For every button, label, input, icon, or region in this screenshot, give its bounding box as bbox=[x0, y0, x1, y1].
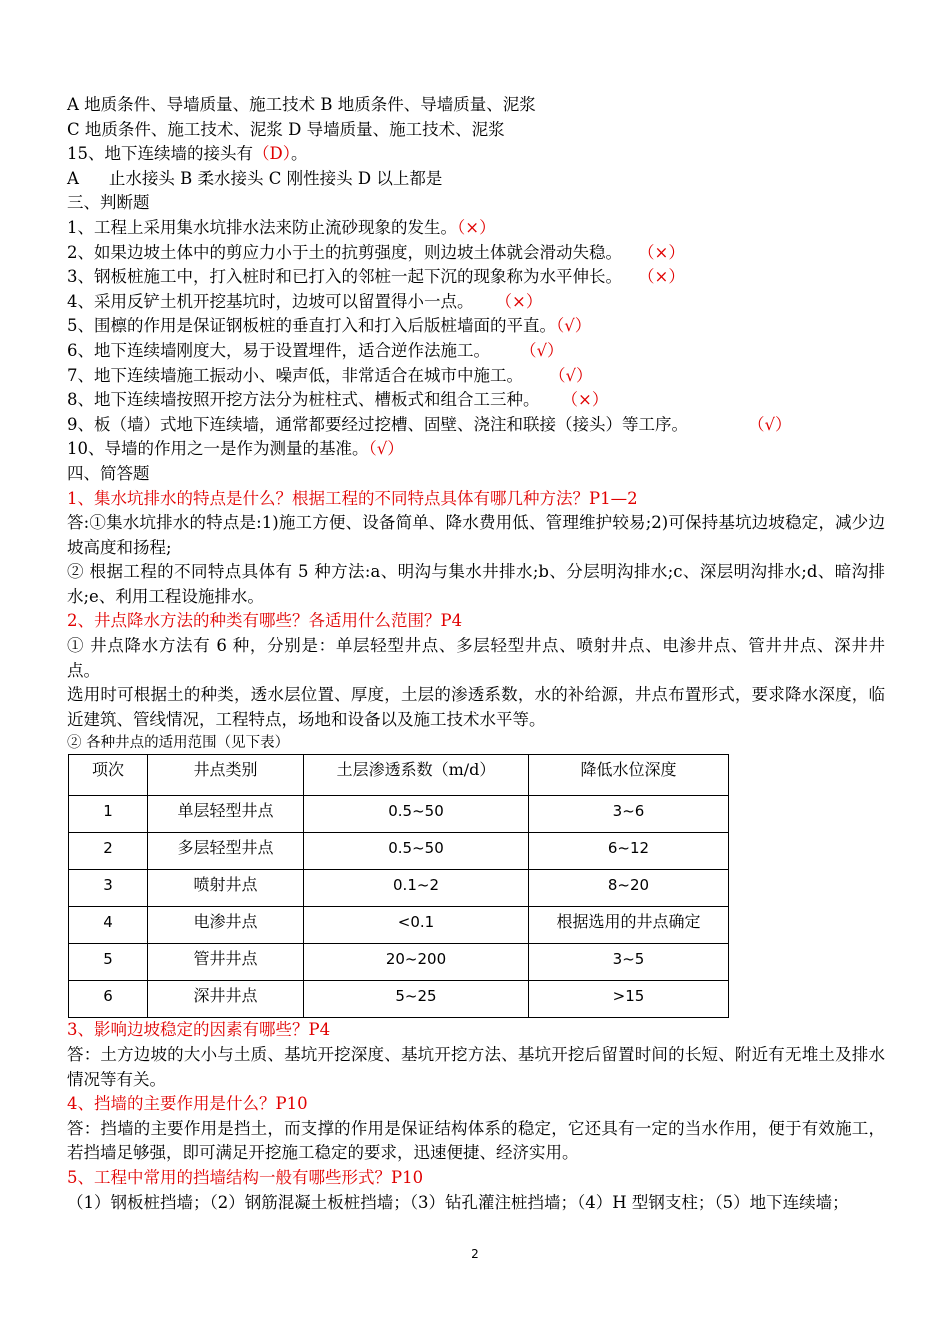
judgement-item-7 bbox=[67, 364, 885, 389]
question-15-option-a: A bbox=[67, 168, 79, 188]
short-answer-3: 答：土方边坡的大小与土质、基坑开挖深度、基坑开挖方法、基坑开挖后留置时间的长短、附近有无堆土及排水情况等有关。 bbox=[67, 1045, 885, 1089]
table-header-cell: 井点类别 bbox=[148, 755, 304, 796]
table-cell: 20~200 bbox=[304, 944, 529, 981]
table-cell: 3~5 bbox=[529, 944, 729, 981]
judgement-item-1 bbox=[67, 216, 885, 241]
judgement-mark: （√） bbox=[368, 439, 404, 459]
table-cell: <0.1 bbox=[304, 907, 529, 944]
judgement-mark: （×） bbox=[638, 242, 685, 262]
table-row bbox=[69, 907, 729, 944]
table-row bbox=[69, 981, 729, 1018]
judgement-text: 3、钢板桩施工中，打入桩时和已打入的邻桩一起下沉的现象称为水平伸长。 bbox=[67, 267, 622, 287]
table-cell: 6~12 bbox=[529, 833, 729, 870]
judgement-mark: （√） bbox=[520, 340, 564, 360]
judgement-mark: （×） bbox=[457, 217, 496, 237]
table-cell: 0.5~50 bbox=[304, 796, 529, 833]
question-15-answer: （D） bbox=[253, 144, 291, 164]
table-cell: 喷射井点 bbox=[148, 870, 304, 907]
table-header-cell: 项次 bbox=[69, 755, 148, 796]
judgement-mark: （×） bbox=[561, 390, 609, 410]
table-cell: 5 bbox=[69, 944, 148, 981]
question-15-end: 。 bbox=[290, 144, 308, 164]
judgement-text: 7、地下连续墙施工振动小、噪声低，非常适合在城市中施工。 bbox=[67, 365, 523, 385]
judgement-item-9 bbox=[67, 413, 885, 438]
table-caption: ② 各种井点的适用范围（见下表） bbox=[67, 735, 290, 752]
table-cell: 深井井点 bbox=[148, 981, 304, 1018]
table-row bbox=[69, 833, 729, 870]
question-15-option-rest: 止水接头 B 柔水接头 C 刚性接头 D 以上都是 bbox=[108, 168, 443, 188]
judgement-text: 2、如果边坡土体中的剪应力小于土的抗剪强度，则边坡土体就会滑动失稳。 bbox=[67, 242, 622, 262]
table-cell: 电渗井点 bbox=[148, 907, 304, 944]
short-answer-4: 答：挡墙的主要作用是挡土，而支撑的作用是保证结构体系的稳定，它还具有一定的当水作用，便于有效施工，若挡墙足够强，即可满足开挖施工稳定的要求，迅速便捷、经济实用。 bbox=[67, 1118, 885, 1163]
table-cell: 根据选用的井点确定 bbox=[529, 907, 729, 944]
judgement-item-3 bbox=[67, 265, 885, 290]
table-cell: 3 bbox=[69, 870, 148, 907]
judgement-item-4 bbox=[67, 290, 885, 315]
question-15-text: 15、地下连续墙的接头有 bbox=[67, 144, 253, 164]
table-cell: 6 bbox=[69, 981, 148, 1018]
table-row bbox=[69, 870, 729, 907]
judgement-text: 8、地下连续墙按照开挖方法分为桩柱式、槽板式和组合工三种。 bbox=[67, 390, 540, 410]
judgement-text: 9、板（墙）式地下连续墙，通常都要经过挖槽、固壁、浇注和联接（接头）等工序。 bbox=[67, 414, 688, 434]
table-cell: 2 bbox=[69, 833, 148, 870]
table-cell: 0.5~50 bbox=[304, 833, 529, 870]
short-answer-2-part-1: ① 井点降水方法有 6 种，分别是：单层轻型井点、多层轻型井点、喷射井点、电渗井点、管井井点、深井井点。 bbox=[67, 636, 885, 680]
judgement-mark: （√） bbox=[748, 414, 792, 434]
short-question-2: 2、井点降水方法的种类有哪些？各适用什么范围？P4 bbox=[67, 611, 463, 631]
table-row bbox=[69, 944, 729, 981]
options-line-2: C 地质条件、施工技术、泥浆 D 导墙质量、施工技术、泥浆 bbox=[67, 119, 505, 139]
short-question-1: 1、集水坑排水的特点是什么？根据工程的不同特点具体有哪几种方法？P1—2 bbox=[67, 488, 638, 508]
table-cell: 单层轻型井点 bbox=[148, 796, 304, 833]
page-content bbox=[67, 93, 885, 1215]
question-15-options bbox=[67, 167, 885, 192]
judgement-item-2 bbox=[67, 241, 885, 266]
short-question-4: 4、挡墙的主要作用是什么？P10 bbox=[67, 1094, 308, 1114]
table-cell: 多层轻型井点 bbox=[148, 833, 304, 870]
judgement-item-8 bbox=[67, 388, 885, 413]
short-question-3: 3、影响边坡稳定的因素有哪些？P4 bbox=[67, 1020, 331, 1040]
table-cell: 8~20 bbox=[529, 870, 729, 907]
table-row bbox=[69, 796, 729, 833]
table-cell: 1 bbox=[69, 796, 148, 833]
judgement-text: 4、采用反铲土机开挖基坑时，边坡可以留置得小一点。 bbox=[67, 291, 474, 311]
section-heading-judgement: 三、判断题 bbox=[67, 193, 150, 213]
table-cell: >15 bbox=[529, 981, 729, 1018]
table-cell: 管井井点 bbox=[148, 944, 304, 981]
section-heading-short-answer: 四、简答题 bbox=[67, 463, 150, 483]
short-answer-5: （1）钢板桩挡墙；（2）钢筋混凝土板桩挡墙；（3）钻孔灌注桩挡墙；（4）H 型钢支柱；（5）地下连续墙； bbox=[67, 1192, 849, 1212]
judgement-mark: （×） bbox=[495, 291, 543, 311]
short-answer-1-part-1: 答:①集水坑排水的特点是:1)施工方便、设备简单、降水费用低、管理维护较易;2)可保持基坑边坡稳定，减少边坡高度和扬程; bbox=[67, 513, 885, 557]
judgement-text: 10、导墙的作用之一是作为测量的基准。 bbox=[67, 439, 369, 459]
question-15 bbox=[67, 142, 885, 167]
judgement-item-6 bbox=[67, 339, 885, 364]
short-answer-1-part-2: ② 根据工程的不同特点具体有 5 种方法:a、明沟与集水井排水;b、分层明沟排水;c、深层明沟排水;d、暗沟排水;e、利用工程设施排水。 bbox=[67, 562, 885, 606]
options-line-1: A 地质条件、导墙质量、施工技术 B 地质条件、导墙质量、泥浆 bbox=[67, 95, 536, 114]
judgement-text: 1、工程上采用集水坑排水法来防止流砂现象的发生。 bbox=[67, 217, 457, 237]
judgement-mark: （√） bbox=[549, 365, 593, 385]
table-cell: 5~25 bbox=[304, 981, 529, 1018]
table-header-row bbox=[69, 755, 729, 796]
table-cell: 0.1~2 bbox=[304, 870, 529, 907]
judgement-text: 6、地下连续墙刚度大，易于设置埋件，适合逆作法施工。 bbox=[67, 340, 490, 360]
short-question-5: 5、工程中常用的挡墙结构一般有哪些形式？P10 bbox=[67, 1168, 424, 1187]
judgement-mark: （√） bbox=[556, 316, 592, 336]
page-number: 2 bbox=[471, 1247, 479, 1261]
table-cell: 3~6 bbox=[529, 796, 729, 833]
judgement-text: 5、围檩的作用是保证钢板桩的垂直打入和打入后版桩墙面的平直。 bbox=[67, 316, 556, 336]
table-cell: 4 bbox=[69, 907, 148, 944]
table-header-cell: 降低水位深度 bbox=[529, 755, 729, 796]
judgement-mark: （×） bbox=[638, 267, 685, 287]
judgement-item-5 bbox=[67, 314, 885, 339]
judgement-item-10 bbox=[67, 437, 885, 462]
well-point-table bbox=[68, 754, 729, 1018]
short-answer-2-part-2: 选用时可根据土的种类，透水层位置、厚度，土层的渗透系数，水的补给源，井点布置形式，要求降水深度，临近建筑、管线情况，工程特点，场地和设备以及施工技术水平等。 bbox=[67, 685, 885, 729]
table-header-cell: 土层渗透系数（m/d） bbox=[304, 755, 529, 796]
